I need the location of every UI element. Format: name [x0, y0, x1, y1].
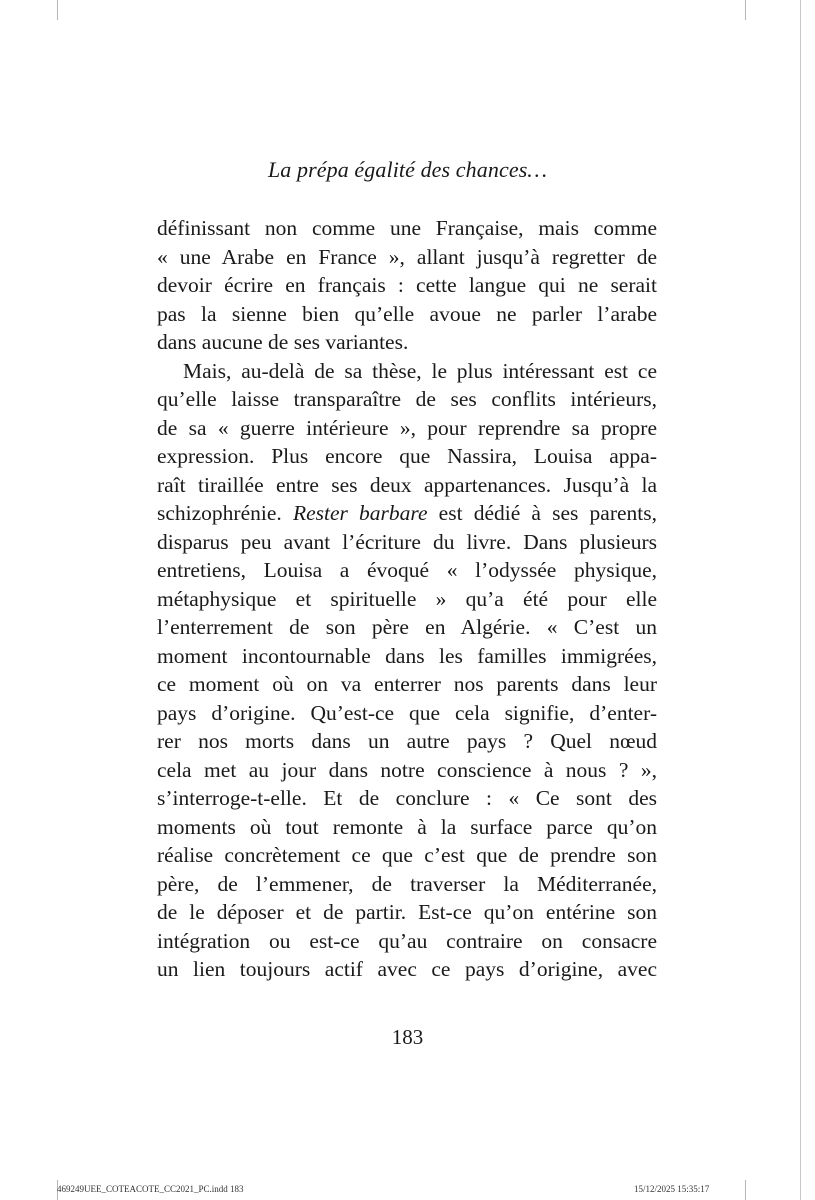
text-line: réalise concrètement ce que c’est que de prendre son [157, 843, 657, 867]
text-line: ce moment où on va enterrer nos parents dans leur [157, 672, 657, 696]
body-text [157, 214, 657, 984]
text-line: entretiens, Louisa a évoqué « l’odyssée physique, [157, 558, 657, 582]
text-line: de sa « guerre intérieure », pour reprendre sa propre [157, 415, 657, 440]
text-line: métaphysique et spirituelle » qu’a été pour elle [157, 586, 657, 611]
print-slug-timestamp: 15/12/2025 15:35:17 [634, 1184, 710, 1194]
crop-mark-bottom-right [745, 1180, 746, 1200]
text-line: un lien toujours actif avec ce pays d’origine, avec [157, 957, 657, 981]
text-line: de le déposer et de partir. Est-ce qu’on entérine son [157, 900, 657, 924]
text-line: père, de l’emmener, de traverser la Méditerranée, [157, 871, 657, 896]
crop-mark-top-left [57, 0, 58, 20]
text-line: moment incontournable dans les familles immigrées, [157, 643, 657, 668]
text-line: « une Arabe en France », allant jusqu’à regretter de [157, 244, 657, 269]
text-line: pays d’origine. Qu’est-ce que cela signifie, d’enter- [157, 700, 657, 725]
running-head: La prépa égalité des chances… [267, 157, 548, 182]
text-segment: schizophrénie. [157, 501, 282, 525]
text-line: définissant non comme une Française, mais comme [157, 216, 657, 240]
text-line: intégration ou est-ce qu’au contraire on consacre [157, 928, 657, 953]
text-segment: est dédié à ses parents, [438, 501, 657, 525]
text-line: pas la sienne bien qu’elle avoue ne parler l’arabe [157, 301, 657, 326]
text-line-mixed [157, 499, 657, 528]
text-line: raît tiraillée entre ses deux appartenances. Jusqu’à la [157, 472, 657, 497]
book-title: Rester barbare [292, 501, 428, 525]
text-line: s’interroge-t-elle. Et de conclure : « Ce sont des [157, 786, 657, 810]
text-line: cela met au jour dans notre conscience à nous ? », [157, 757, 657, 782]
text-line: devoir écrire en français : cette langue qui ne serait [157, 273, 657, 297]
text-line: l’enterrement de son père en Algérie. « C’est un [157, 615, 657, 639]
text-line: rer nos morts dans un autre pays ? Quel nœud [157, 729, 657, 753]
text-line: qu’elle laisse transparaître de ses conflits intérieurs, [157, 387, 657, 411]
text-line: dans aucune de ses variantes. [157, 330, 409, 354]
print-slug-file: 469249UEE_COTEACOTE_CC2021_PC.indd 183 [57, 1184, 244, 1194]
page-number: 183 [391, 1025, 424, 1049]
text-line: expression. Plus encore que Nassira, Louisa appa- [157, 444, 657, 468]
crop-mark-top-right [745, 0, 746, 20]
text-line: Mais, au-delà de sa thèse, le plus intéressant est ce [183, 358, 657, 383]
text-line: disparus peu avant l’écriture du livre. Dans plusieurs [157, 529, 657, 554]
text-line: moments où tout remonte à la surface parce qu’on [157, 814, 657, 839]
